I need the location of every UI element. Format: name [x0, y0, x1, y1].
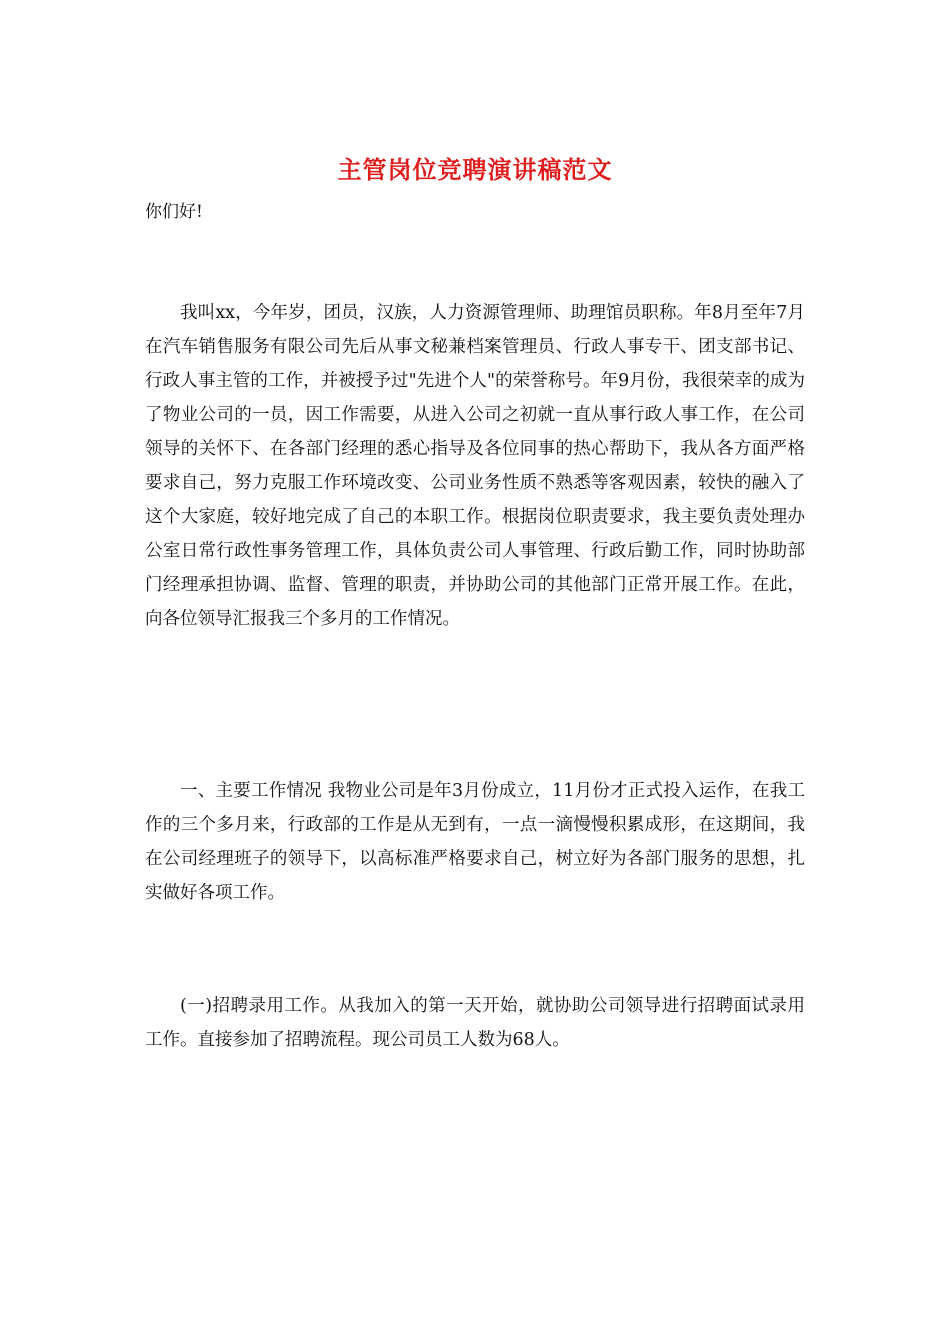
paragraph-intro: 我叫xx，今年岁，团员，汉族，人力资源管理师、助理馆员职称。年8月至年7月在汽车销售服务有限公司先后从事文秘兼档案管理员、行政人事专干、团支部书记、行政人事主管的工作，并被授予过"先进个人"的荣誉称号。年9月份，我很荣幸的成为了物业公司的一员，因工作需要，从进入公司之初就一直从事行政人事工作，在公司领导的关怀下、在各部门经理的悉心指导及各位同事的热心帮助下，我从各方面严格要求自己，努力克服工作环境改变、公司业务性质不熟悉等客观因素，较快的融入了这个大家庭，较好地完成了自己的本职工作。根据岗位职责要求，我主要负责处理办公室日常行政性事务管理工作，具体负责公司人事管理、行政后勤工作，同时协助部门经理承担协调、监督、管理的职责，并协助公司的其他部门正常开展工作。在此，向各位领导汇报我三个多月的工作情况。: [145, 303, 805, 629]
document-title: 主管岗位竞聘演讲稿范文: [337, 155, 613, 184]
paragraph-main-work: 一、主要工作情况 我物业公司是年3月份成立，11月份才正式投入运作，在我工作的三个多月来，行政部的工作是从无到有，一点一滴慢慢积累成形，在这期间，我在公司经理班子的领导下，以高标准严格要求自己，树立好为各部门服务的思想，扎实做好各项工作。: [145, 781, 805, 903]
greeting: 你们好!: [145, 202, 203, 222]
paragraph-recruitment: (一)招聘录用工作。从我加入的第一天开始，就协助公司领导进行招聘面试录用工作。直接参加了招聘流程。现公司员工人数为68人。: [145, 996, 805, 1050]
